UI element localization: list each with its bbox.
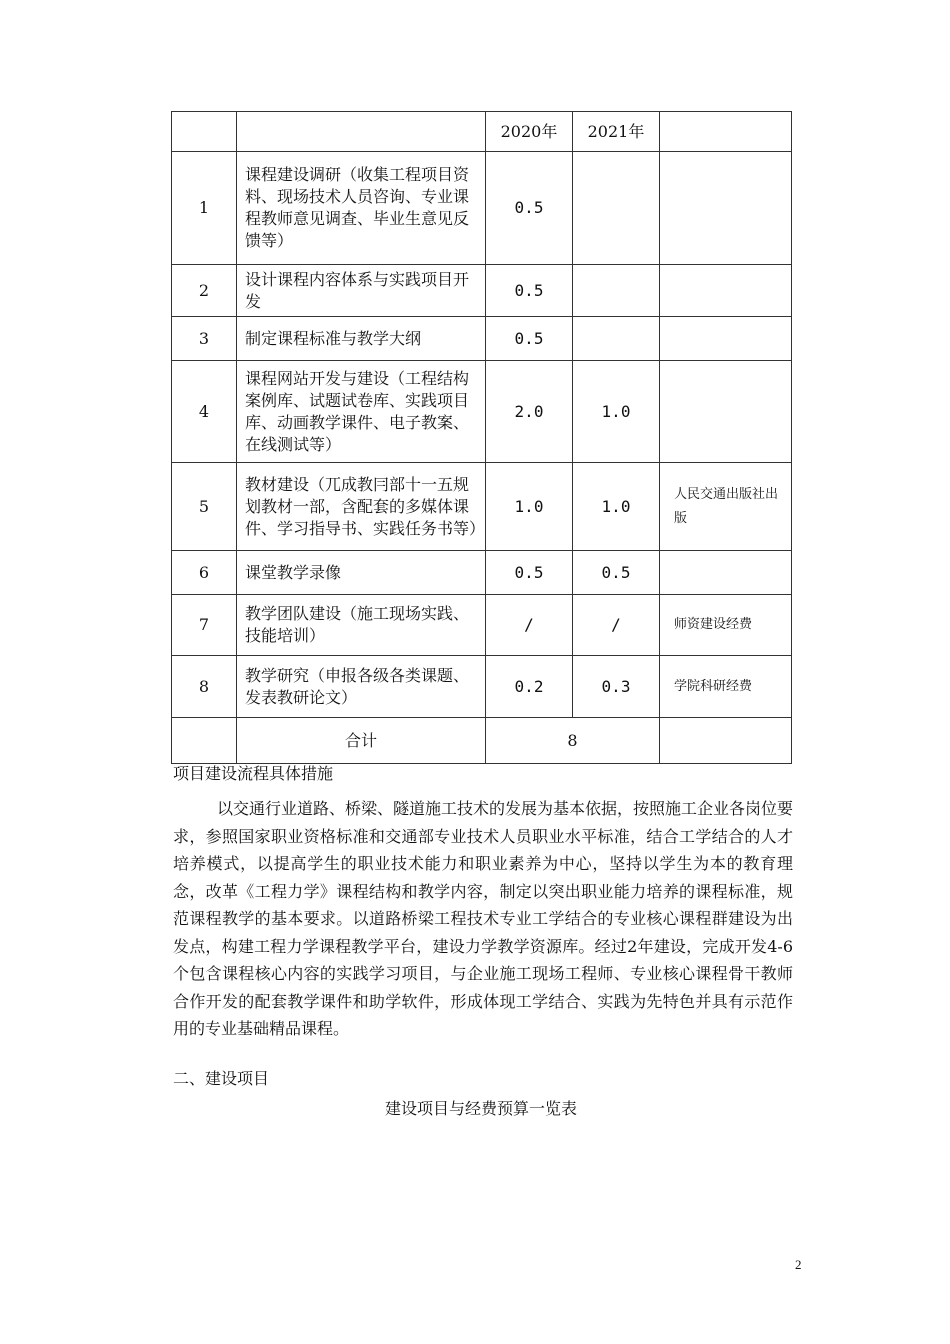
row-2021-value: 1.0 [573, 463, 660, 551]
row-note: 师资建设经费 [660, 595, 792, 656]
row-item: 教学团队建设（施工现场实践、技能培训） [237, 595, 486, 656]
header-cell-note [660, 112, 792, 152]
row-number: 1 [172, 152, 237, 265]
row-number: 8 [172, 656, 237, 718]
row-note [660, 361, 792, 463]
row-2020-value: 0.5 [486, 265, 573, 317]
header-cell-no [172, 112, 237, 152]
row-number: 3 [172, 317, 237, 361]
table-row [172, 463, 792, 551]
table-row [172, 317, 792, 361]
row-2020-value: 0.5 [486, 551, 573, 595]
header-cell-item [237, 112, 486, 152]
row-2021-value [573, 152, 660, 265]
page-number: 2 [795, 1257, 802, 1272]
row-item: 课堂教学录像 [237, 551, 486, 595]
row-item: 课程建设调研（收集工程项目资料、现场技术人员咨询、专业课程教师意见调查、毕业生意见反馈等） [237, 152, 486, 265]
row-note [660, 265, 792, 317]
body-paragraph: 以交通行业道路、桥梁、隧道施工技术的发展为基本依据，按照施工企业各岗位要求，参照国家职业资格标准和交通部专业技术人员职业水平标准，结合工学结合的人才培养模式，以提高学生的职业技术能力和职业素养为中心，坚持以学生为本的教育理念，改革《工程力学》课程结构和教学内容，制定以突出职业能力培养的课程标准，规范课程教学的基本要求。以道路桥梁工程技术专业工学结合的专业核心课程群建设为出发点，构建工程力学课程教学平台，建设力学教学资源库。经过2年建设，完成开发4-6个包含课程核心内容的实践学习项目，与企业施工现场工程师、专业核心课程骨干教师合作开发的配套教学课件和助学软件，形成体现工学结合、实践为先特色并具有示范作用的专业基础精品课程。 [173, 799, 794, 1038]
table-row [172, 595, 792, 656]
flow-heading: 项目建设流程具体措施 [173, 764, 334, 783]
row-2020-value: 0.5 [486, 317, 573, 361]
row-note [660, 551, 792, 595]
table-row [172, 656, 792, 718]
row-2021-value: 1.0 [573, 361, 660, 463]
table-caption: 建设项目与经费预算一览表 [384, 1099, 577, 1118]
total-blank-cell [172, 718, 237, 764]
total-value: 8 [486, 718, 660, 764]
row-note: 学院科研经费 [660, 656, 792, 718]
row-2020-value: 0.5 [486, 152, 573, 265]
row-number: 5 [172, 463, 237, 551]
table-total-row [172, 718, 792, 764]
row-2021-value: 0.5 [573, 551, 660, 595]
table-row [172, 152, 792, 265]
row-number: 7 [172, 595, 237, 656]
row-2020-value: 0.2 [486, 656, 573, 718]
row-item: 教学研究（申报各级各类课题、发表教研论文） [237, 656, 486, 718]
row-2021-value [573, 265, 660, 317]
section-heading: 二、建设项目 [173, 1069, 270, 1088]
budget-table [171, 111, 792, 764]
total-note-cell [660, 718, 792, 764]
table-header-row [172, 112, 792, 152]
total-label: 合计 [237, 718, 486, 764]
row-2020-value: 1.0 [486, 463, 573, 551]
row-item: 教材建设（兀成教冃部十一五规划教材一部，含配套的多媒体课件、学习指导书、实践任务书等） [237, 463, 486, 551]
row-note: 人民交通出版社出版 [660, 463, 792, 551]
row-note [660, 317, 792, 361]
row-item: 课程网站开发与建设（工程结构案例库、试题试卷库、实践项目库、动画教学课件、电子教案、在线测试等） [237, 361, 486, 463]
row-number: 6 [172, 551, 237, 595]
table-row [172, 361, 792, 463]
row-2021-value: 0.3 [573, 656, 660, 718]
table-row [172, 265, 792, 317]
header-cell-2020: 2020年 [486, 112, 573, 152]
row-2020-value: 2.0 [486, 361, 573, 463]
row-2021-value [573, 317, 660, 361]
row-item: 设计课程内容体系与实践项目开发 [237, 265, 486, 317]
row-number: 2 [172, 265, 237, 317]
row-2020-value: / [486, 595, 573, 656]
row-note [660, 152, 792, 265]
header-cell-2021: 2021年 [573, 112, 660, 152]
table-row [172, 551, 792, 595]
row-number: 4 [172, 361, 237, 463]
row-item: 制定课程标准与教学大纲 [237, 317, 486, 361]
row-2021-value: / [573, 595, 660, 656]
